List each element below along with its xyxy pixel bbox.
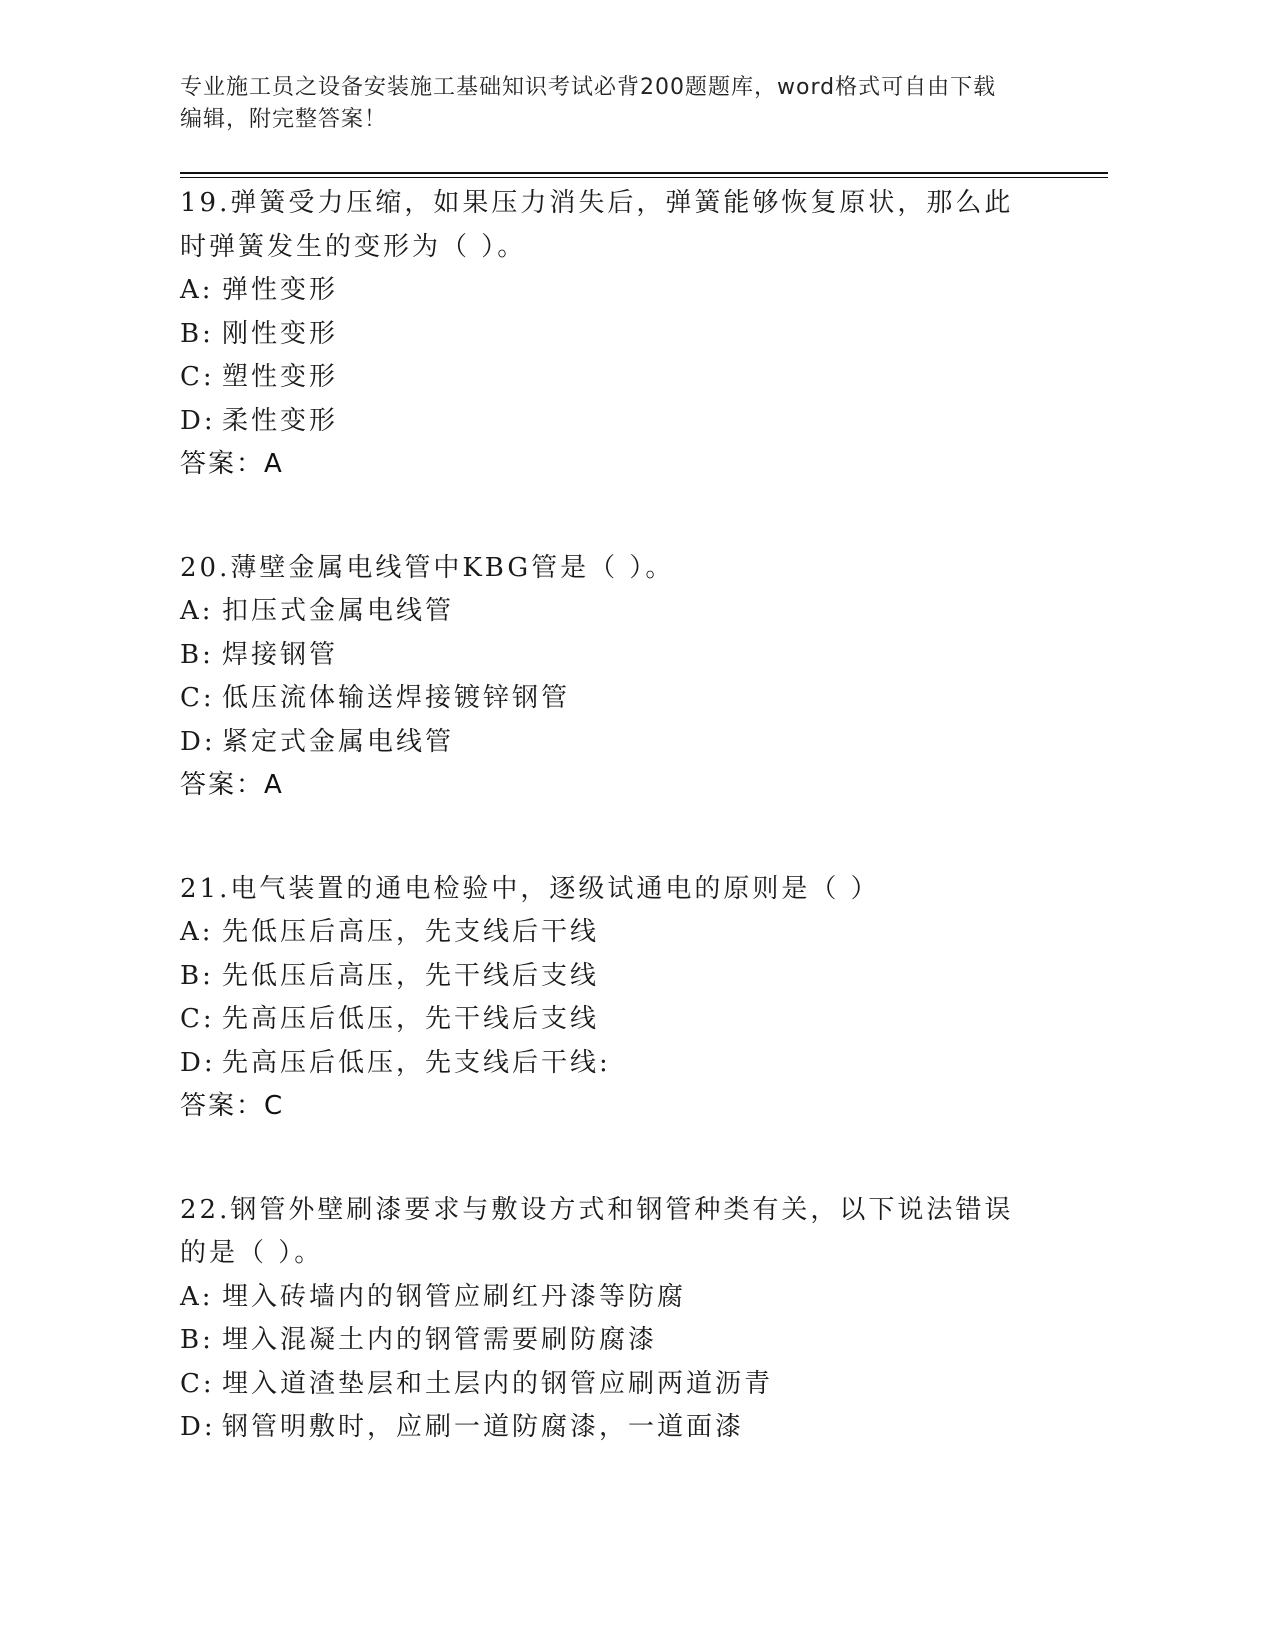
- option-a: [180, 911, 1080, 955]
- header-line-2: 编辑，附完整答案！: [180, 107, 388, 132]
- option-a: [180, 269, 1080, 313]
- option-text: 低压流体输送焊接镀锌钢管: [222, 683, 571, 713]
- option-label: B:: [180, 318, 214, 349]
- option-text: 柔性变形: [222, 405, 339, 436]
- answer: 答案：A: [180, 449, 284, 479]
- option-b: [180, 1319, 1080, 1363]
- option-label: D:: [180, 1047, 216, 1078]
- option-label: A:: [180, 917, 214, 947]
- option-label: C:: [180, 1368, 215, 1399]
- option-label: C:: [180, 362, 215, 392]
- header-rule-thick: [180, 172, 1108, 174]
- option-label: A:: [180, 275, 214, 305]
- header-line-1: 专业施工员之设备安装施工基础知识考试必背200题题库，word格式可自由下载: [180, 75, 997, 100]
- option-c: [180, 1363, 1080, 1407]
- answer: 答案：A: [180, 770, 284, 800]
- option-text: 先低压后高压，先干线后支线: [222, 960, 600, 991]
- question-19: [180, 182, 1080, 487]
- option-text: 紧定式金属电线管: [222, 726, 455, 757]
- question-stem: 21.电气装置的通电检验中，逐级试通电的原则是（ ）: [180, 873, 880, 904]
- question-21: [180, 868, 1080, 1129]
- option-b: [180, 313, 1080, 357]
- option-text: 塑性变形: [222, 362, 339, 392]
- answer: 答案：C: [180, 1091, 285, 1121]
- option-text: 埋入砖墙内的钢管应刷红丹漆等防腐: [222, 1281, 687, 1312]
- question-list: [180, 182, 1080, 1510]
- option-a: [180, 1276, 1080, 1320]
- option-text: 扣压式金属电线管: [222, 596, 455, 626]
- question-stem: 22.钢管外壁刷漆要求与敷设方式和钢管种类有关，以下说法错误的是（ ）。: [180, 1194, 1014, 1268]
- option-c: [180, 998, 1080, 1042]
- option-a: [180, 590, 1080, 634]
- option-label: B:: [180, 1325, 214, 1355]
- question-22: [180, 1189, 1080, 1450]
- option-text: 先高压后低压，先支线后干线:: [222, 1047, 611, 1078]
- option-b: [180, 634, 1080, 678]
- option-c: [180, 677, 1080, 721]
- option-text: 钢管明敷时，应刷一道防腐漆，一道面漆: [222, 1412, 745, 1442]
- option-label: D:: [180, 1412, 216, 1442]
- question-20: [180, 547, 1080, 808]
- option-text: 埋入混凝土内的钢管需要刷防腐漆: [222, 1325, 658, 1355]
- option-c: [180, 356, 1080, 400]
- option-label: D:: [180, 405, 216, 436]
- option-label: A:: [180, 596, 214, 626]
- question-stem: 20.薄壁金属电线管中KBG管是（ ）。: [180, 552, 675, 583]
- option-d: [180, 400, 1080, 444]
- option-label: A:: [180, 1281, 214, 1312]
- page-header: [180, 72, 1060, 136]
- option-d: [180, 721, 1080, 765]
- option-label: B:: [180, 639, 214, 670]
- option-label: B:: [180, 960, 214, 991]
- option-text: 刚性变形: [222, 318, 339, 349]
- option-text: 弹性变形: [222, 275, 339, 305]
- option-text: 先高压后低压，先干线后支线: [222, 1004, 600, 1034]
- option-b: [180, 955, 1080, 999]
- option-label: C:: [180, 683, 215, 713]
- option-label: D:: [180, 726, 216, 757]
- question-stem: 19.弹簧受力压缩，如果压力消失后，弹簧能够恢复原状，那么此时弹簧发生的变形为（ ）。: [180, 188, 1014, 262]
- option-label: C:: [180, 1004, 215, 1034]
- option-d: [180, 1406, 1080, 1450]
- option-text: 先低压后高压，先支线后干线: [222, 917, 600, 947]
- option-d: [180, 1042, 1080, 1086]
- option-text: 焊接钢管: [222, 639, 339, 670]
- option-text: 埋入道渣垫层和土层内的钢管应刷两道沥青: [222, 1368, 774, 1399]
- header-rule-thin: [180, 177, 1108, 178]
